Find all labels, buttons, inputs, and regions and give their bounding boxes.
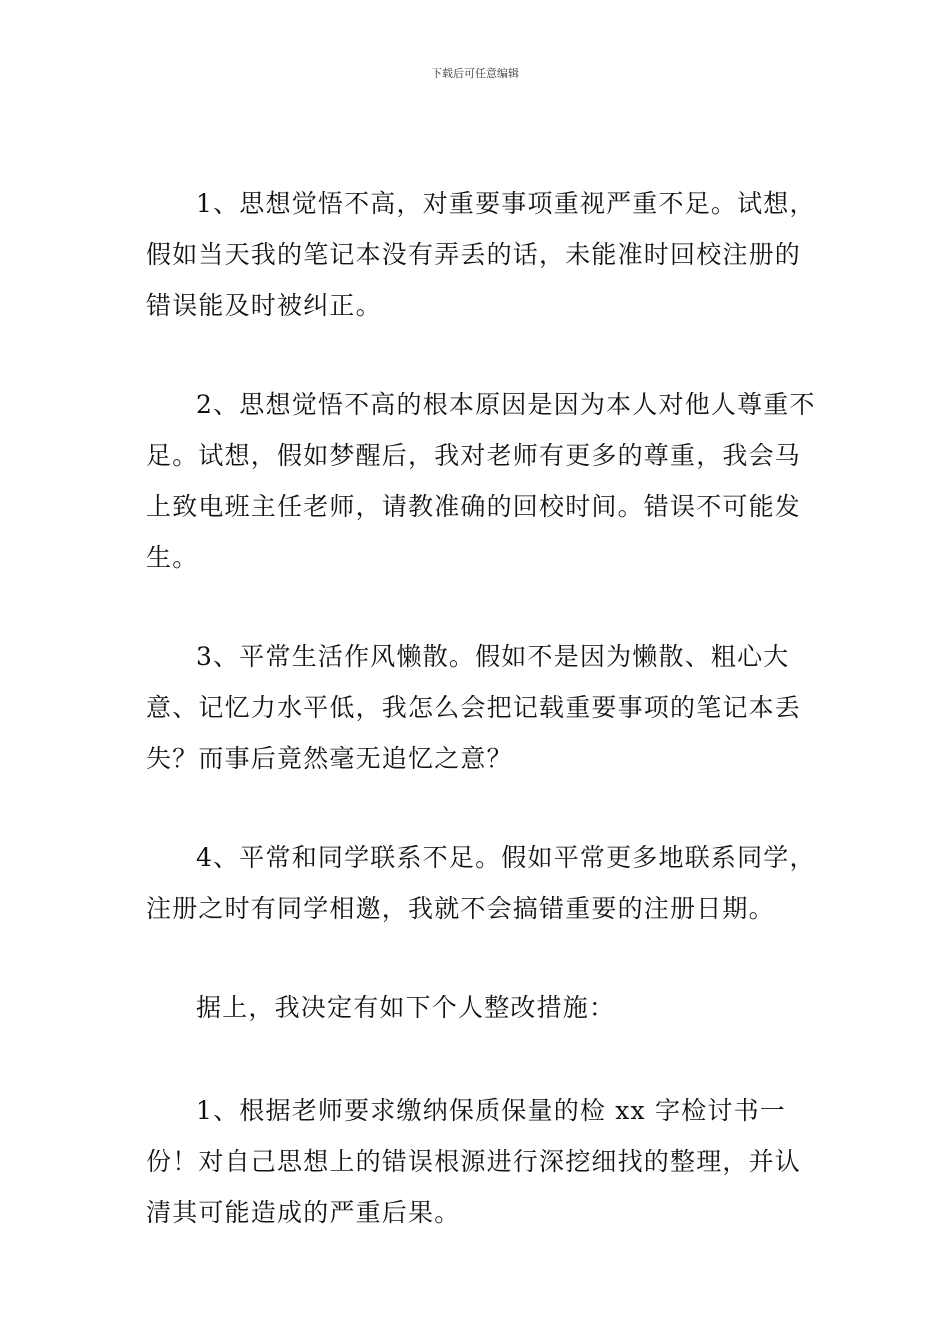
paragraph-intro-measures: 据上，我决定有如下个人整改措施：	[196, 993, 616, 1022]
paragraph-reason-1: 1、思想觉悟不高，对重要事项重视严重不足。试想，假如当天我的笔记本没有弄丢的话，未能准时回校注册的错误能及时被纠正。	[146, 189, 816, 320]
paragraph-reason-3: 3、平常生活作风懒散。假如不是因为懒散、粗心大意、记忆力水平低，我怎么会把记载重要事项的笔记本丢失？而事后竟然毫无追忆之意？	[146, 642, 802, 773]
paragraph-reason-4: 4、平常和同学联系不足。假如平常更多地联系同学，注册之时有同学相邀，我就不会搞错重要的注册日期。	[146, 843, 816, 923]
paragraph-measure-1: 1、根据老师要求缴纳保质保量的检 xx 字检讨书一份！对自己思想上的错误根源进行深挖细找的整理，并认清其可能造成的严重后果。	[146, 1096, 802, 1227]
page-header: 下载后可任意编辑	[431, 67, 519, 80]
paragraph-reason-2: 2、思想觉悟不高的根本原因是因为本人对他人尊重不足。试想，假如梦醒后，我对老师有更多的尊重，我会马上致电班主任老师，请教准确的回校时间。错误不可能发生。	[146, 390, 816, 572]
document-body	[146, 178, 826, 1286]
